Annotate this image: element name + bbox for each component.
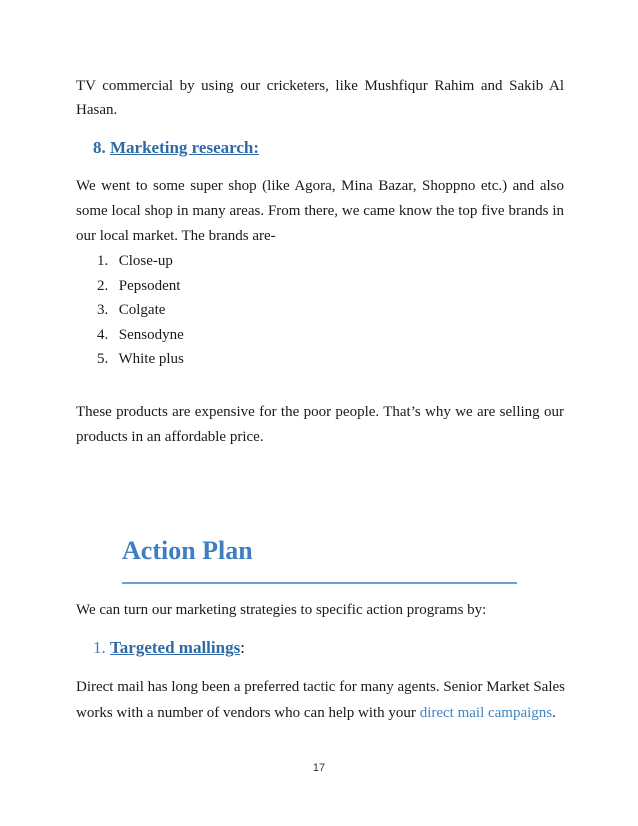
list-number: 1.: [97, 253, 109, 269]
heading-underline: [122, 582, 517, 584]
list-number: 4.: [97, 326, 109, 343]
subheading-targeted-mailings: [93, 638, 245, 658]
list-number: 2.: [97, 277, 109, 294]
paragraph-line: some local shop in many areas. From there, we came know the top five brands in: [76, 203, 564, 219]
list-item: [97, 251, 184, 276]
subheading-title: Targeted mallings: [110, 638, 241, 657]
brand-name: Pepsodent: [118, 277, 181, 294]
brand-name: White plus: [118, 351, 184, 367]
mailings-paragraph: [76, 677, 564, 723]
list-item: [97, 276, 184, 301]
brand-name: Close-up: [118, 253, 173, 269]
intro-paragraph: [76, 76, 564, 120]
paragraph-line: We went to some super shop (like Agora, Mina Bazar, Shoppno etc.) and also: [76, 178, 564, 194]
list-item: [97, 325, 184, 350]
paragraph-line: [76, 703, 564, 723]
section-title: Marketing research:: [110, 138, 260, 157]
paragraph-line: our local market. The brands are-: [76, 228, 276, 244]
paragraph-line: products in an affordable price.: [76, 429, 264, 445]
page-number: 17: [312, 762, 326, 774]
direct-mail-campaigns-link[interactable]: direct mail campaigns: [419, 705, 553, 721]
brand-name: Sensodyne: [118, 326, 184, 343]
intro-line: Hasan.: [76, 102, 118, 118]
subheading-number: 1.: [93, 638, 106, 657]
brand-list: [97, 251, 184, 374]
closing-paragraph: [76, 402, 564, 447]
intro-line: TV commercial by using our cricketers, like Mushfiqur Rahim and Sakib Al: [76, 78, 564, 94]
section-heading-marketing-research: [93, 138, 259, 158]
line-text: .: [552, 705, 556, 721]
list-item: [97, 349, 184, 374]
line-text: works with a number of vendors who can help with your: [76, 705, 420, 721]
action-plan-heading: Action Plan: [122, 536, 253, 565]
action-intro: [76, 600, 564, 620]
paragraph-line: We can turn our marketing strategies to specific action programs by:: [76, 602, 487, 618]
list-number: 3.: [97, 302, 109, 318]
paragraph-line: These products are expensive for the poor people. That’s why we are selling our: [76, 404, 564, 420]
section-number: 8.: [93, 138, 106, 157]
research-paragraph: [76, 176, 564, 246]
list-item: [97, 300, 184, 325]
brand-name: Colgate: [118, 302, 166, 318]
list-number: 5.: [97, 351, 109, 367]
paragraph-line: Direct mail has long been a preferred tactic for many agents. Senior Market Sales: [76, 679, 565, 695]
subheading-colon: :: [240, 638, 245, 657]
